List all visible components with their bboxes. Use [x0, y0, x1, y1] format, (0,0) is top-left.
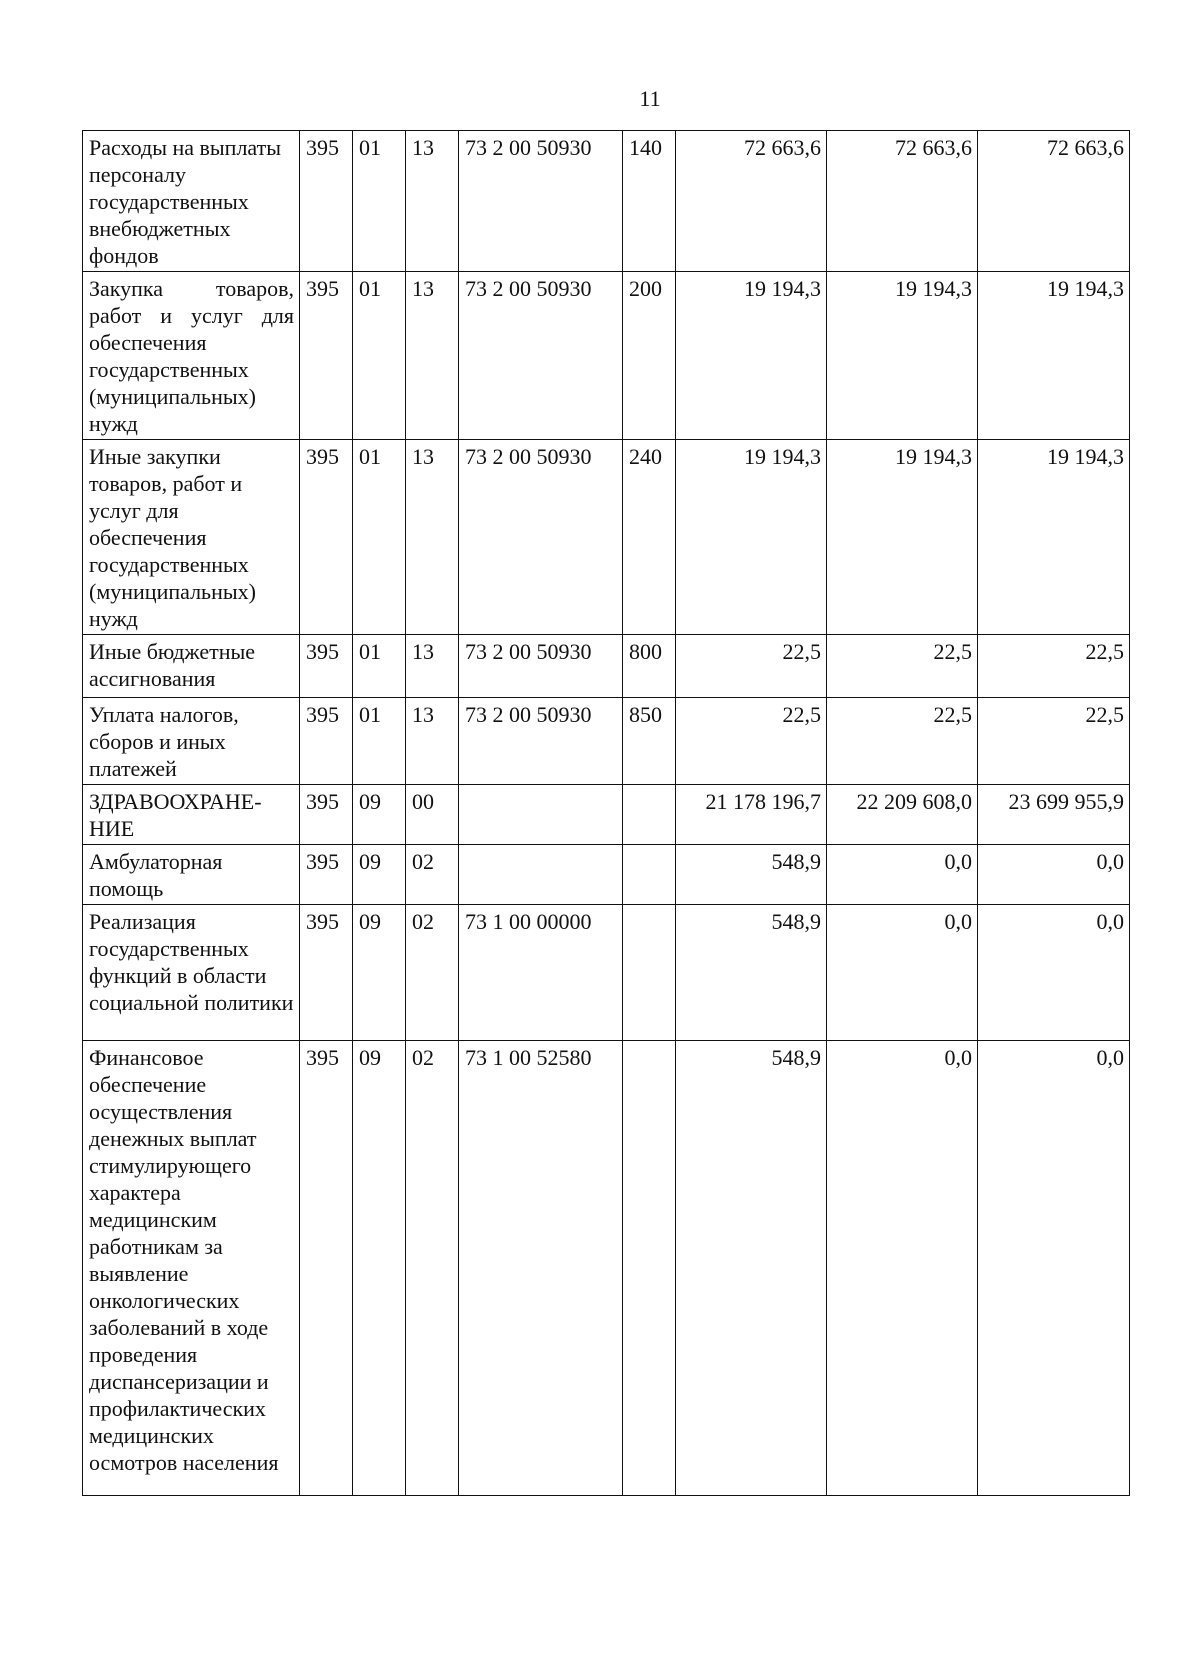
expense-type-code: 240 [623, 440, 676, 635]
row-name: ЗДРАВООХРАНЕ-НИЕ [83, 785, 300, 845]
amount-year-2: 19 194,3 [827, 440, 978, 635]
amount-year-3: 19 194,3 [978, 272, 1130, 440]
amount-year-1: 548,9 [676, 1041, 827, 1496]
row-name: Иные закупки товаров, работ и услуг для обеспечения государственных (муниципальных) нужд [83, 440, 300, 635]
expense-type-code [623, 845, 676, 905]
subsection-code: 13 [406, 272, 459, 440]
table-row [83, 845, 1130, 905]
budget-table [82, 130, 1130, 1496]
section-code: 09 [353, 905, 406, 1041]
row-name: Иные бюджетные ассигнования [83, 635, 300, 698]
amount-year-2: 0,0 [827, 1041, 978, 1496]
amount-year-1: 548,9 [676, 905, 827, 1041]
row-name: Финансовое обеспечение осуществления денежных выплат стимулирующего характера медицинским работникам за выявление онкологических заболеваний в ходе проведения диспансеризации и профилактических медицинских осмотров населения [83, 1041, 300, 1496]
amount-year-2: 22,5 [827, 635, 978, 698]
target-article-code [459, 785, 623, 845]
amount-year-1: 21 178 196,7 [676, 785, 827, 845]
expense-type-code: 800 [623, 635, 676, 698]
section-code: 01 [353, 698, 406, 785]
amount-year-1: 22,5 [676, 635, 827, 698]
grbs-code: 395 [300, 698, 353, 785]
target-article-code: 73 1 00 52580 [459, 1041, 623, 1496]
section-code: 01 [353, 635, 406, 698]
grbs-code: 395 [300, 635, 353, 698]
amount-year-3: 22,5 [978, 698, 1130, 785]
amount-year-2: 22 209 608,0 [827, 785, 978, 845]
section-code: 01 [353, 272, 406, 440]
subsection-code: 13 [406, 131, 459, 272]
amount-year-3: 0,0 [978, 845, 1130, 905]
amount-year-2: 19 194,3 [827, 272, 978, 440]
expense-type-code: 140 [623, 131, 676, 272]
amount-year-3: 0,0 [978, 905, 1130, 1041]
row-name: Амбулаторная помощь [83, 845, 300, 905]
table-row [83, 785, 1130, 845]
amount-year-3: 19 194,3 [978, 440, 1130, 635]
amount-year-3: 0,0 [978, 1041, 1130, 1496]
target-article-code [459, 845, 623, 905]
expense-type-code [623, 785, 676, 845]
table-row [83, 905, 1130, 1041]
subsection-code: 13 [406, 635, 459, 698]
target-article-code: 73 1 00 00000 [459, 905, 623, 1041]
target-article-code: 73 2 00 50930 [459, 440, 623, 635]
target-article-code: 73 2 00 50930 [459, 272, 623, 440]
grbs-code: 395 [300, 905, 353, 1041]
target-article-code: 73 2 00 50930 [459, 698, 623, 785]
row-name: Уплата налогов, сборов и иных платежей [83, 698, 300, 785]
subsection-code: 02 [406, 905, 459, 1041]
grbs-code: 395 [300, 845, 353, 905]
target-article-code: 73 2 00 50930 [459, 635, 623, 698]
grbs-code: 395 [300, 785, 353, 845]
amount-year-1: 548,9 [676, 845, 827, 905]
table-row [83, 698, 1130, 785]
table-row [83, 440, 1130, 635]
row-name: Расходы на выплаты персоналу государственных внебюджетных фондов [83, 131, 300, 272]
section-code: 09 [353, 1041, 406, 1496]
section-code: 09 [353, 845, 406, 905]
amount-year-2: 0,0 [827, 845, 978, 905]
amount-year-3: 23 699 955,9 [978, 785, 1130, 845]
amount-year-3: 22,5 [978, 635, 1130, 698]
amount-year-1: 72 663,6 [676, 131, 827, 272]
table-row [83, 1041, 1130, 1496]
subsection-code: 00 [406, 785, 459, 845]
subsection-code: 13 [406, 440, 459, 635]
section-code: 09 [353, 785, 406, 845]
expense-type-code: 850 [623, 698, 676, 785]
amount-year-1: 22,5 [676, 698, 827, 785]
subsection-code: 13 [406, 698, 459, 785]
row-name: Закупка товаров, работ и услуг для обеспечения государственных (муниципальных) нужд [83, 272, 300, 440]
grbs-code: 395 [300, 272, 353, 440]
grbs-code: 395 [300, 131, 353, 272]
amount-year-2: 0,0 [827, 905, 978, 1041]
row-name: Реализация государственных функций в области социальной политики [83, 905, 300, 1041]
grbs-code: 395 [300, 1041, 353, 1496]
amount-year-1: 19 194,3 [676, 440, 827, 635]
target-article-code: 73 2 00 50930 [459, 131, 623, 272]
subsection-code: 02 [406, 1041, 459, 1496]
amount-year-3: 72 663,6 [978, 131, 1130, 272]
table-row [83, 131, 1130, 272]
section-code: 01 [353, 440, 406, 635]
expense-type-code [623, 1041, 676, 1496]
expense-type-code [623, 905, 676, 1041]
page-number: 11 [639, 86, 661, 111]
table-row [83, 635, 1130, 698]
table-row [83, 272, 1130, 440]
subsection-code: 02 [406, 845, 459, 905]
amount-year-2: 72 663,6 [827, 131, 978, 272]
grbs-code: 395 [300, 440, 353, 635]
section-code: 01 [353, 131, 406, 272]
expense-type-code: 200 [623, 272, 676, 440]
amount-year-2: 22,5 [827, 698, 978, 785]
amount-year-1: 19 194,3 [676, 272, 827, 440]
